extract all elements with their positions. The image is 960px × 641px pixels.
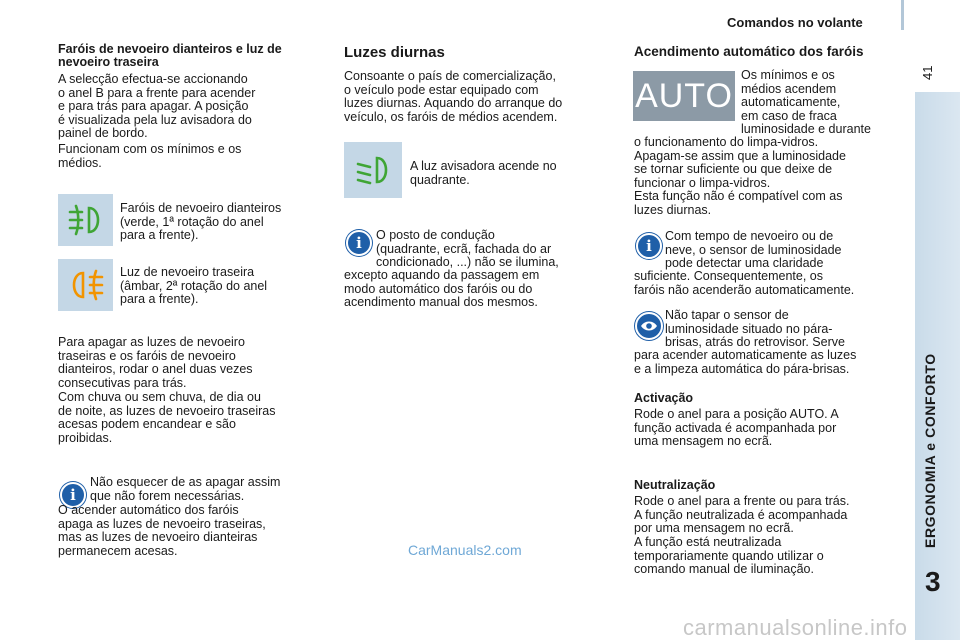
front-fog-light-icon bbox=[66, 202, 106, 238]
front-fog-description: Faróis de nevoeiro dianteiros (verde, 1ª rotação do anel para a frente). bbox=[120, 201, 282, 242]
fog-snow-note: Com tempo de nevoeiro ou de neve, o sensor de luminosidade pode detectar uma claridade bbox=[665, 229, 842, 270]
auto-label: AUTO bbox=[635, 76, 733, 115]
daytime-light-icon bbox=[353, 152, 393, 188]
indicator-description: A luz avisadora acende no quadrante. bbox=[410, 159, 557, 187]
sensor-note-continued: para acender automaticamente as luzes e a limpeza automática do pára-brisas. bbox=[634, 348, 857, 376]
auto-headlamps-heading: Acendimento automático dos faróis bbox=[634, 44, 864, 59]
watermark-carmanuals2[interactable]: CarManuals2.com bbox=[408, 542, 522, 558]
turn-off-fog-paragraph: Para apagar as luzes de nevoeiro traseiras e os faróis de nevoeiro dianteiros, rodar o anel duas vezes consecutivas para trás. bbox=[58, 335, 253, 390]
daytime-incompatibility-note: Esta função não é compatível com as luzes diurnas. bbox=[634, 189, 843, 217]
remember-note: Não esquecer de as apagar assim que não forem necessárias. bbox=[90, 475, 281, 503]
neutralization-heading: Neutralização bbox=[634, 478, 716, 492]
fog-intro-paragraph: A selecção efectua-se accionando o anel B para a frente para acender e para trás para apagar. A posição é visualizada pela luz avisadora do painel de bordo. bbox=[58, 72, 256, 140]
activation-heading: Activação bbox=[634, 391, 694, 405]
auto-lights-fog-note: O acender automático dos faróis apaga as luzes de nevoeiro traseiras, mas as luzes de nevoeiro dianteiras permanecem acesas. bbox=[58, 503, 266, 558]
rain-warning-paragraph: Com chuva ou sem chuva, de dia ou de noite, as luzes de nevoeiro traseiras acesas podem encandear e são proibidas. bbox=[58, 390, 276, 445]
section-title: Comandos no volante bbox=[727, 15, 863, 30]
watermark-carmanualsonline[interactable]: carmanualsonline.info bbox=[683, 615, 908, 640]
chapter-number: 3 bbox=[925, 566, 941, 597]
daytime-lights-heading: Luzes diurnas bbox=[344, 44, 445, 61]
eye-icon bbox=[635, 312, 663, 340]
daytime-indicator-panel bbox=[344, 142, 402, 198]
auto-description-side: Os mínimos e os médios acendem automaticamente, em caso de fraca luminosidade e durante bbox=[741, 68, 871, 136]
temporary-neutralization-paragraph: A função está neutralizada temporariamente quando utilizar o comando manual de iluminação. bbox=[634, 535, 824, 576]
dashboard-note: O posto de condução (quadrante, ecrã, fachada do ar condicionado, ...) não se ilumina, bbox=[376, 228, 559, 269]
neutralization-paragraph: Rode o anel para a frente ou para trás. A função neutralizada é acompanhada por uma mensagem no ecrã. bbox=[634, 494, 850, 535]
chapter-label: ERGONOMIA e CONFORTO bbox=[922, 353, 938, 548]
info-icon: i bbox=[636, 233, 662, 259]
auto-description: o funcionamento do limpa-vidros. Apagam-se assim que a luminosidade se tornar suficiente ou que deixe de funcionar o limpa-vidros. bbox=[634, 135, 846, 190]
auto-indicator-panel bbox=[633, 71, 735, 121]
rear-fog-light-icon bbox=[66, 267, 106, 303]
daytime-lights-paragraph: Consoante o país de comercialização, o veículo pode estar equipado com luzes diurnas. Aquando do arranque do veículo, os faróis de médios acendem. bbox=[344, 69, 563, 124]
fog-snow-note-continued: suficiente. Consequentemente, os faróis não acenderão automaticamente. bbox=[634, 269, 855, 297]
rear-fog-indicator-panel bbox=[58, 259, 113, 311]
front-fog-indicator-panel bbox=[58, 194, 113, 246]
activation-paragraph: Rode o anel para a posição AUTO. A função activada é acompanhada por uma mensagem no ecrã. bbox=[634, 407, 839, 448]
rear-fog-description: Luz de nevoeiro traseira (âmbar, 2ª rotação do anel para a frente). bbox=[120, 265, 268, 306]
page-number: 41 bbox=[920, 65, 935, 80]
fog-lights-note: Funcionam com os mínimos e os médios. bbox=[58, 142, 242, 170]
header-divider bbox=[901, 0, 904, 30]
info-icon: i bbox=[60, 482, 86, 508]
dashboard-note-continued: excepto aquando da passagem em modo automático dos faróis ou do acendimento manual dos mesmos. bbox=[344, 268, 540, 309]
info-icon: i bbox=[346, 230, 372, 256]
sensor-note: Não tapar o sensor de luminosidade situado no pára- brisas, atrás do retrovisor. Serve bbox=[665, 308, 845, 349]
fog-lights-heading: Faróis de nevoeiro dianteiros e luz de nevoeiro traseira bbox=[58, 42, 282, 69]
